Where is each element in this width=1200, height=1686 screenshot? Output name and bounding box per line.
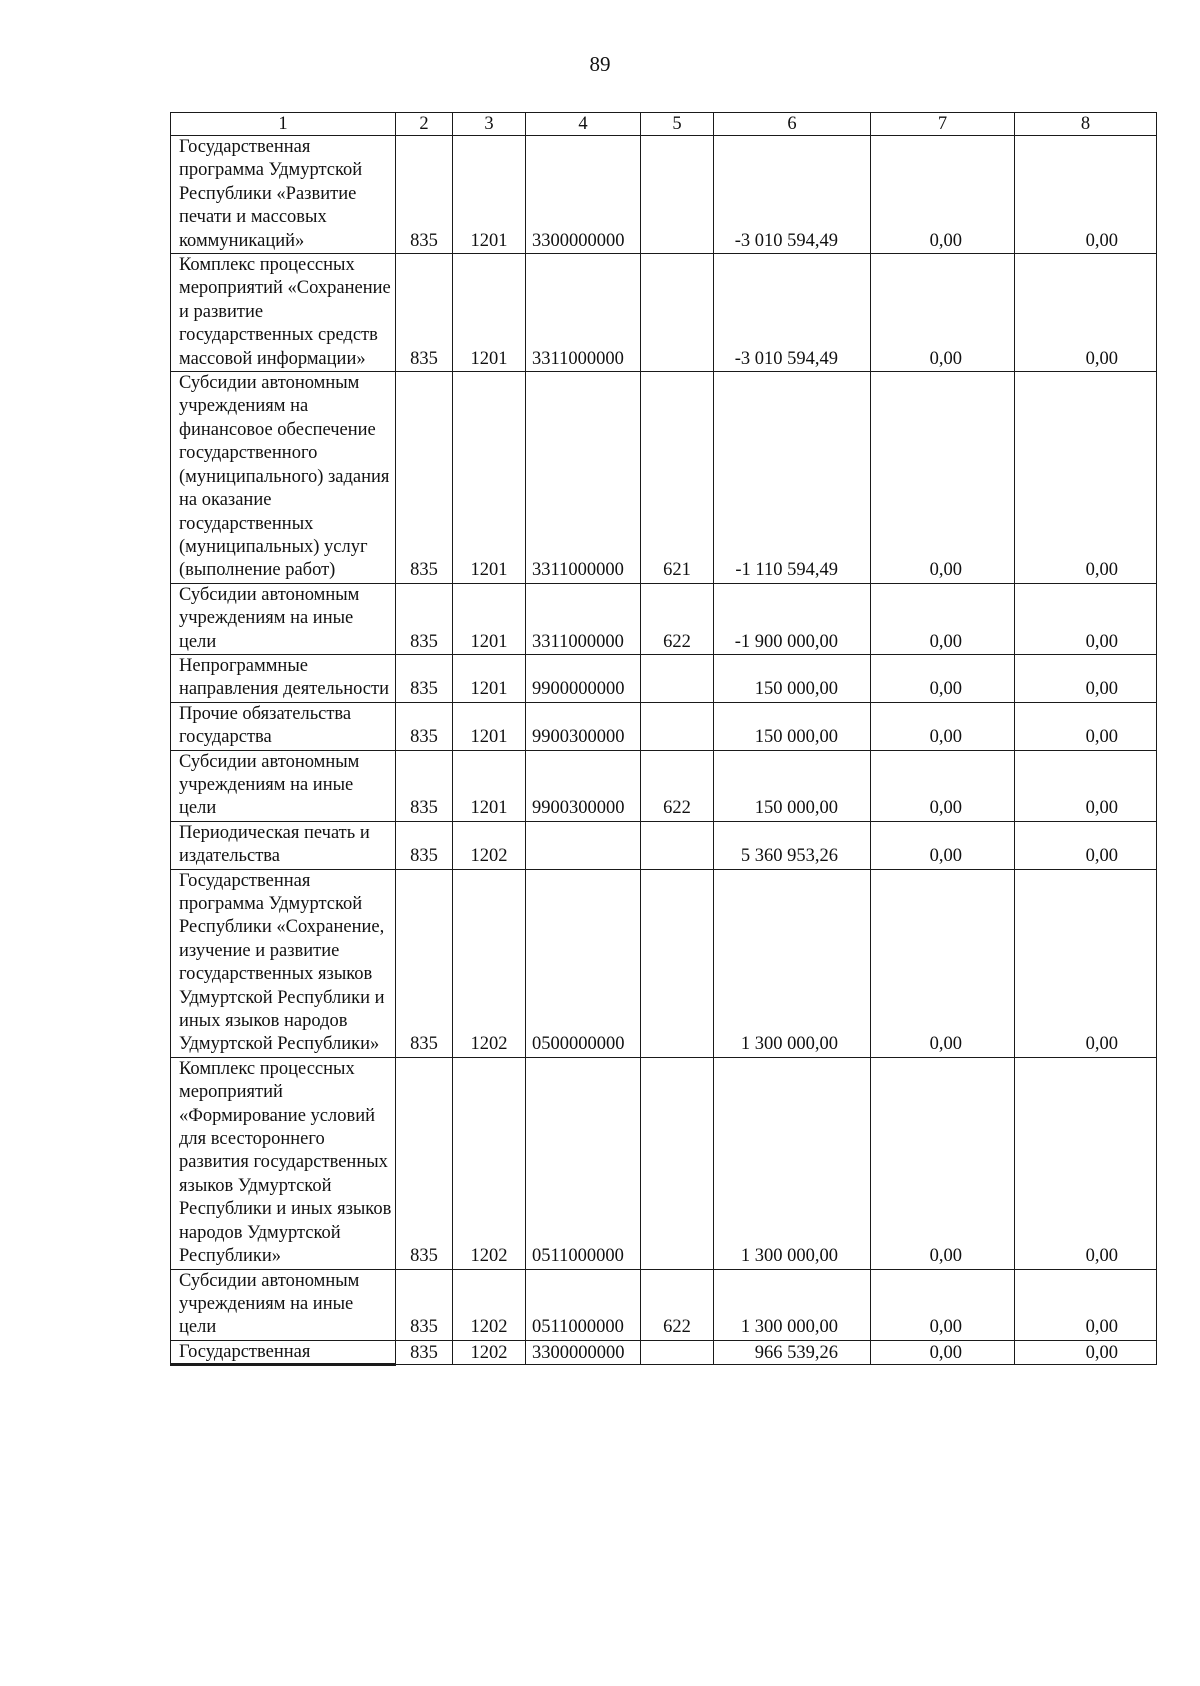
cell-expense-type-code: 622: [641, 750, 714, 821]
table-header-row: [171, 113, 1157, 136]
cell-section-code: 1201: [453, 750, 526, 821]
cell-amount-year-3: 0,00: [1015, 702, 1157, 750]
cell-amount: 1 300 000,00: [714, 869, 871, 1057]
cell-target-item-code: 9900000000: [526, 654, 641, 702]
cell-admin-code: 835: [396, 1340, 453, 1364]
budget-table: [170, 112, 1157, 1366]
row-description: Субсидии автономным учреждениям на иные цели: [171, 583, 396, 654]
cell-amount-year-2: 0,00: [871, 1269, 1015, 1340]
cell-amount-year-3: 0,00: [1015, 750, 1157, 821]
cell-amount-year-3: 0,00: [1015, 821, 1157, 869]
table-row: [171, 702, 1157, 750]
row-description: Комплекс процессных мероприятий «Сохранение и развитие государственных средств массовой информации»: [171, 254, 396, 372]
table-row: [171, 1057, 1157, 1269]
cell-section-code: 1201: [453, 583, 526, 654]
row-description: Государственная программа Удмуртской Республики «Развитие печати и массовых коммуникаций»: [171, 136, 396, 254]
cell-amount: 1 300 000,00: [714, 1269, 871, 1340]
cell-amount: 5 360 953,26: [714, 821, 871, 869]
table-row: [171, 583, 1157, 654]
cell-amount-year-2: 0,00: [871, 702, 1015, 750]
cell-amount: -1 110 594,49: [714, 372, 871, 584]
cell-amount-year-3: 0,00: [1015, 254, 1157, 372]
cell-amount-year-3: 0,00: [1015, 1269, 1157, 1340]
row-description: Непрограммные направления деятельности: [171, 654, 396, 702]
cell-section-code: 1201: [453, 702, 526, 750]
cell-amount-year-2: 0,00: [871, 1340, 1015, 1364]
row-description: Государственная программа Удмуртской Республики «Сохранение, изучение и развитие государственных языков Удмуртской Республики и иных языков народов Удмуртской Республики»: [171, 869, 396, 1057]
cell-section-code: 1201: [453, 136, 526, 254]
table-row: [171, 654, 1157, 702]
table-row: [171, 136, 1157, 254]
cell-amount-year-2: 0,00: [871, 136, 1015, 254]
cell-amount: -3 010 594,49: [714, 254, 871, 372]
page-number: 89: [589, 52, 611, 76]
column-header: 3: [453, 113, 526, 136]
column-header: 4: [526, 113, 641, 136]
cell-admin-code: 835: [396, 583, 453, 654]
table-row: [171, 1340, 1157, 1364]
cell-amount-year-2: 0,00: [871, 750, 1015, 821]
cell-admin-code: 835: [396, 821, 453, 869]
cell-expense-type-code: [641, 1057, 714, 1269]
row-description: Прочие обязательства государства: [171, 702, 396, 750]
cell-section-code: 1202: [453, 1057, 526, 1269]
cell-admin-code: 835: [396, 254, 453, 372]
cell-amount: 150 000,00: [714, 750, 871, 821]
cell-target-item-code: 3311000000: [526, 254, 641, 372]
table-row: [171, 869, 1157, 1057]
cell-expense-type-code: 622: [641, 1269, 714, 1340]
cell-target-item-code: 3311000000: [526, 583, 641, 654]
cell-target-item-code: 9900300000: [526, 750, 641, 821]
cell-expense-type-code: [641, 254, 714, 372]
row-description: Комплекс процессных мероприятий «Формирование условий для всестороннего развития государственных языков Удмуртской Республики и иных языков народов Удмуртской Республики»: [171, 1057, 396, 1269]
cell-amount: 966 539,26: [714, 1340, 871, 1364]
cell-admin-code: 835: [396, 702, 453, 750]
row-description: Государственная: [171, 1340, 396, 1364]
cell-admin-code: 835: [396, 136, 453, 254]
row-description: Периодическая печать и издательства: [171, 821, 396, 869]
cell-amount-year-3: 0,00: [1015, 136, 1157, 254]
cell-admin-code: 835: [396, 869, 453, 1057]
cell-target-item-code: 0500000000: [526, 869, 641, 1057]
cell-target-item-code: 3300000000: [526, 136, 641, 254]
cell-amount-year-2: 0,00: [871, 1057, 1015, 1269]
cell-amount: -1 900 000,00: [714, 583, 871, 654]
cell-section-code: 1202: [453, 821, 526, 869]
cell-section-code: 1201: [453, 372, 526, 584]
cell-target-item-code: 0511000000: [526, 1269, 641, 1340]
row-description: Субсидии автономным учреждениям на иные цели: [171, 1269, 396, 1340]
table-row: [171, 1269, 1157, 1340]
cell-admin-code: 835: [396, 372, 453, 584]
cell-amount-year-2: 0,00: [871, 372, 1015, 584]
cell-admin-code: 835: [396, 654, 453, 702]
table-row: [171, 254, 1157, 372]
row-description: Субсидии автономным учреждениям на финансовое обеспечение государственного (муниципального) задания на оказание государственных (муниципальных) услуг (выполнение работ): [171, 372, 396, 584]
cell-section-code: 1202: [453, 1269, 526, 1340]
cell-amount-year-2: 0,00: [871, 254, 1015, 372]
cell-amount-year-3: 0,00: [1015, 1340, 1157, 1364]
cell-target-item-code: 3311000000: [526, 372, 641, 584]
cell-admin-code: 835: [396, 1057, 453, 1269]
cell-amount-year-3: 0,00: [1015, 372, 1157, 584]
cell-target-item-code: [526, 821, 641, 869]
cell-target-item-code: 3300000000: [526, 1340, 641, 1364]
column-header: 1: [171, 113, 396, 136]
cell-expense-type-code: [641, 654, 714, 702]
cell-amount-year-2: 0,00: [871, 821, 1015, 869]
table-row: [171, 372, 1157, 584]
column-header: 2: [396, 113, 453, 136]
cell-amount-year-2: 0,00: [871, 869, 1015, 1057]
cell-expense-type-code: 622: [641, 583, 714, 654]
cell-amount-year-3: 0,00: [1015, 1057, 1157, 1269]
cell-section-code: 1202: [453, 1340, 526, 1364]
cell-expense-type-code: [641, 136, 714, 254]
cell-expense-type-code: [641, 821, 714, 869]
cell-amount: 150 000,00: [714, 654, 871, 702]
column-header: 7: [871, 113, 1015, 136]
cell-target-item-code: 9900300000: [526, 702, 641, 750]
cell-admin-code: 835: [396, 1269, 453, 1340]
cell-amount: 1 300 000,00: [714, 1057, 871, 1269]
cell-amount-year-3: 0,00: [1015, 583, 1157, 654]
cell-amount-year-3: 0,00: [1015, 654, 1157, 702]
cell-expense-type-code: [641, 1340, 714, 1364]
cell-amount: -3 010 594,49: [714, 136, 871, 254]
cell-amount-year-3: 0,00: [1015, 869, 1157, 1057]
cell-section-code: 1201: [453, 254, 526, 372]
cell-amount-year-2: 0,00: [871, 654, 1015, 702]
cell-target-item-code: 0511000000: [526, 1057, 641, 1269]
cell-section-code: 1201: [453, 654, 526, 702]
cell-amount-year-2: 0,00: [871, 583, 1015, 654]
cell-expense-type-code: [641, 702, 714, 750]
cell-section-code: 1202: [453, 869, 526, 1057]
column-header: 6: [714, 113, 871, 136]
cell-expense-type-code: [641, 869, 714, 1057]
table-row: [171, 750, 1157, 821]
column-header: 8: [1015, 113, 1157, 136]
column-header: 5: [641, 113, 714, 136]
table-row: [171, 821, 1157, 869]
cell-admin-code: 835: [396, 750, 453, 821]
cell-amount: 150 000,00: [714, 702, 871, 750]
cell-expense-type-code: 621: [641, 372, 714, 584]
row-description: Субсидии автономным учреждениям на иные цели: [171, 750, 396, 821]
